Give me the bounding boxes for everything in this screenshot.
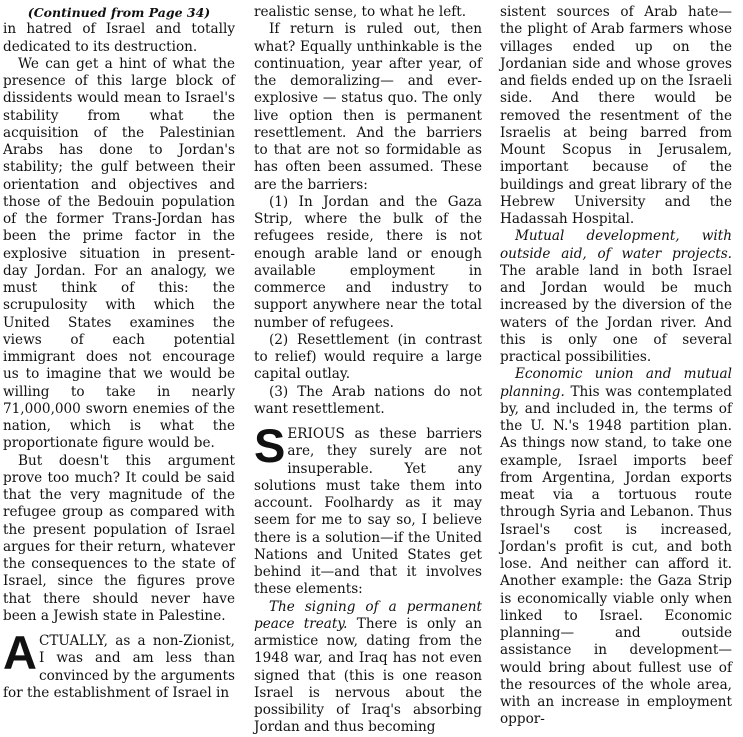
article-column-3 <box>500 4 732 729</box>
drop-cap: S <box>254 419 286 472</box>
paragraph-body: There is only an armistice now, dating from the 1948 war, and Iraq has not even signed that (this is one reason Israel is nervous about the possibility of Iraq's absorbing Jordan and thus becoming <box>254 615 482 736</box>
paragraph: If return is ruled out, then what? Equally unthinkable is the continuation, year after year, of the demoralizing— and ever-explosive — status quo. The only live option then is permanent resettlement. And the barriers to that are not so formidable as has often been assumed. These are the barriers: <box>254 21 482 193</box>
list-item: (3) The Arab nations do not want resettlement. <box>254 383 482 417</box>
run-in-heading: Mutual development, with outside aid, of water projects. <box>500 228 732 262</box>
section-paragraph <box>254 419 482 599</box>
continued-from-line: (Continued from Page 34) <box>27 5 211 20</box>
drop-cap: A <box>3 626 37 679</box>
paragraph-body: The arable land in both Israel and Jordan would be much increased by the diversion of the waters of the Jordan river. And this is only one of several practical possibilities. <box>500 262 732 365</box>
paragraph: sistent sources of Arab hate— the plight of Arab farmers whose villages ended up on the Jordanian side and whose groves and fields ended up on the Israeli side. And there would be removed the resentment of the Israelis at being barred from Mount Scopus in Jerusalem, important because of the buildings and great library of the Hebrew University and the Hadassah Hospital. <box>500 4 732 227</box>
paragraph: realistic sense, to what he left. <box>254 4 467 20</box>
article-column-2 <box>254 4 482 737</box>
run-in-heading: Economic union and mutual planning. <box>500 366 732 400</box>
paragraph <box>254 599 482 737</box>
paragraph: in hatred of Israel and totally dedicated to its destruction. <box>3 21 235 55</box>
run-in-heading: The signing of a permanent peace treaty. <box>254 598 482 632</box>
paragraph-body: This was contemplated by, and included in, the terms of the U. N.'s 1948 partition plan. As things now stand, to take one example, Israel imports beef from Argentina, Jordan exports meat via a tortuous route through Syria and Lebanon. Thus Israel's cost is increased, Jordan's profit is cut, and both lose. And neither can afford it. Another example: the Gaza Strip is economically viable only when linked to Israel. Economic planning— and outside assistance in development—would bring about fullest use of the resources of the whole area, with an increase in employment oppor- <box>500 383 732 728</box>
paragraph: But doesn't this argument prove too much? It could be said that the very magnitude of the refugee group as compared with the present population of Israel argues for their return, whatever the consequences to the state of Israel, since the figures prove that there should never have been a Jewish state in Palestine. <box>3 452 235 624</box>
paragraph-body: as these barriers are, they surely are not insuperable. Yet any solutions must take them into account. Foolhardy as it may seem for me to say so, I believe there is a solution—if the United Nations and United States get behind it—and that it involves these elements: <box>254 426 482 598</box>
paragraph <box>500 228 732 366</box>
list-item: (2) Resettlement (in contrast to relief) would require a large capital outlay. <box>254 331 482 383</box>
paragraph-body: as a non-Zionist, I was and am less than convinced by the arguments for the establishment of Israel in <box>3 633 235 701</box>
paragraph: We can get a hint of what the presence of this large block of dissidents would mean to Israel's stability from what the acquisition of the Palestinian Arabs has done to Jordan's stability; the gulf between their orientation and objectives and those of the Bedouin population of the former Trans-Jordan has been the prime factor in the explosive situation in present-day Jordan. For an analogy, we must think of this: the scrupulosity with which the United States examines the views of each potential immigrant does not encourage us to imagine that we would be willing to take in nearly 71,000,000 sworn enemies of the nation, which is what the proportionate figure would be. <box>3 55 235 452</box>
section-paragraph <box>3 626 235 702</box>
lead-in: ERIOUS <box>287 426 345 442</box>
lead-in: CTUALLY, <box>38 633 109 649</box>
paragraph <box>500 366 732 728</box>
article-column-1 <box>3 4 235 702</box>
list-item: (1) In Jordan and the Gaza Strip, where the bulk of the refugees reside, there is not enough arable land or enough available employment in commerce and industry to support anywhere near the total number of refugees. <box>254 193 482 331</box>
